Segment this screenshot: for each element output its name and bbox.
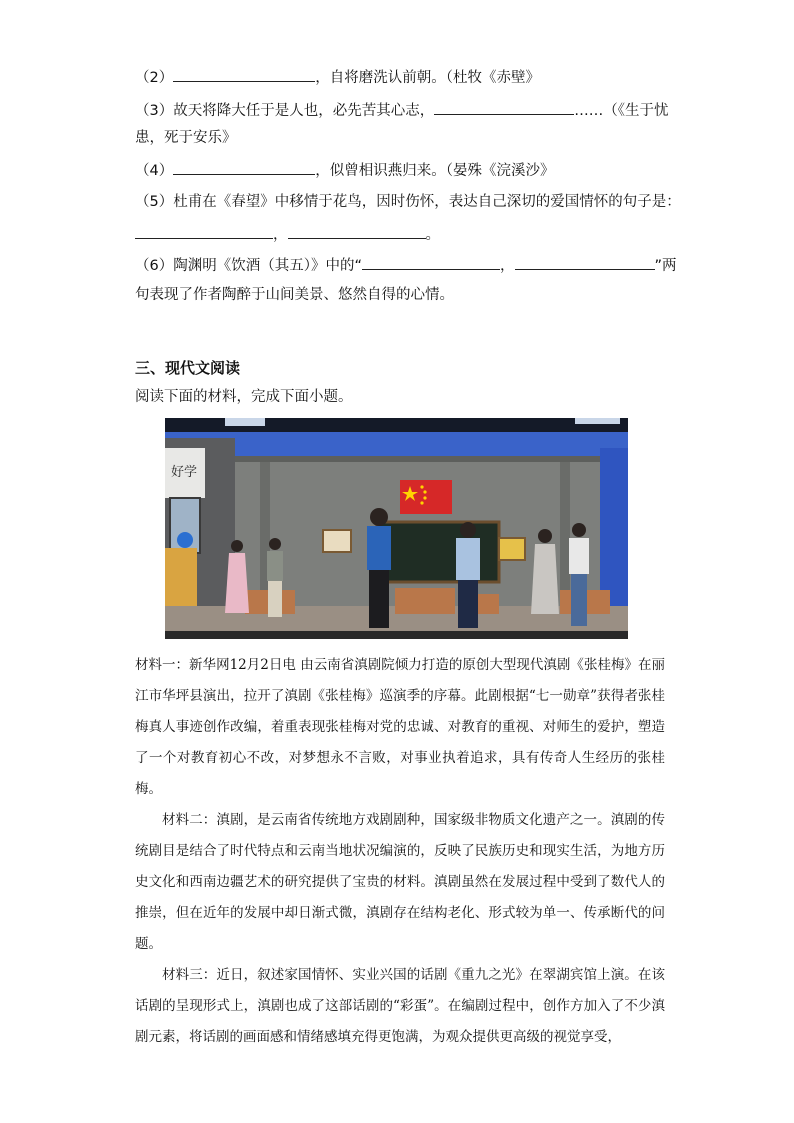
- question-6-cont: [135, 285, 454, 305]
- question-text: 杜甫在《春望》中移情于花鸟，因时伤怀，表达自己深切的爱国情怀的句子是：: [173, 194, 681, 210]
- question-3-cont: [135, 128, 237, 148]
- wall-sign-text: 好学: [171, 465, 198, 480]
- question-5-answers: [135, 223, 440, 245]
- question-6: [135, 254, 677, 276]
- question-text: 陶渊明《饮酒（其五）》中的“: [173, 258, 362, 274]
- answer-blank[interactable]: [135, 223, 273, 239]
- question-number: （4）: [135, 163, 174, 179]
- question-text: 。: [425, 227, 440, 243]
- question-4: [135, 159, 554, 181]
- material-1: 材料一：新华网12月2日电 由云南省滇剧院倾力打造的原创大型现代滇剧《张桂梅》在丽江市华坪县演出，拉开了滇剧《张桂梅》巡演季的序幕。此剧根据“七一勋章”获得者张桂梅真人事迹创作改编，着重表现张桂梅对党的忠诚、对教育的重视、对师生的爱护，塑造了一个对教育初心不改，对梦想永不言败，对事业执着追求，具有传奇人生经历的张桂梅。: [135, 657, 665, 797]
- answer-blank[interactable]: [173, 159, 315, 175]
- blackboard: [377, 522, 499, 582]
- material-2: 材料二：滇剧，是云南省传统地方戏剧剧种，国家级非物质文化遗产之一。滇剧的传统剧目是结合了时代特点和云南当地状况编演的，反映了民族历史和现实生活，为地方历史文化和西南边疆艺术的研究提供了宝贵的材料。滇剧虽然在发展过程中受到了数代人的推崇，但在近年的发展中却日渐式微，滇剧存在结构老化、形式较为单一、传承断代的问题。: [135, 812, 665, 952]
- answer-blank[interactable]: [288, 223, 426, 239]
- question-text: ，: [500, 258, 515, 274]
- question-number: （2）: [135, 70, 174, 86]
- section-instruction: 阅读下面的材料，完成下面小题。: [135, 389, 353, 405]
- question-number: （3）: [135, 103, 174, 119]
- question-text: ，似曾相识燕归来。（晏殊《浣溪沙》: [315, 163, 555, 179]
- question-text: 患，死于安乐》: [135, 130, 237, 146]
- question-number: （6）: [135, 258, 174, 274]
- question-text: ，自将磨洗认前朝。（杜牧《赤壁》: [315, 70, 540, 86]
- question-3: [135, 99, 668, 121]
- actor-figure: [569, 523, 589, 626]
- section-title: 三、现代文阅读: [135, 359, 241, 377]
- question-text: 故天将降大任于是人也，必先苦其心志，: [173, 103, 435, 119]
- answer-blank[interactable]: [515, 254, 655, 270]
- question-text: ……（《生于忧: [574, 103, 669, 119]
- answer-blank[interactable]: [434, 99, 574, 115]
- actor-figure: [367, 508, 391, 628]
- question-number: （5）: [135, 194, 174, 210]
- answer-blank[interactable]: [362, 254, 500, 270]
- national-flag-icon: [400, 480, 452, 514]
- material-3: 材料三：近日，叙述家国情怀、实业兴国的话剧《重九之光》在翠湖宾馆上演。在该话剧的呈现形式上，滇剧也成了这部话剧的“彩蛋”。在编剧过程中，创作方加入了不少滇剧元素，将话剧的画面感和情绪感填充得更饱满，为观众提供更高级的视觉享受，: [135, 967, 665, 1045]
- question-2: [135, 66, 540, 88]
- question-text: ”两: [654, 258, 677, 274]
- question-text: ，: [273, 227, 288, 243]
- question-text: 句表现了作者陶醉于山间美景、悠然自得的心情。: [135, 287, 454, 303]
- question-5: [135, 192, 681, 212]
- stage-photo: [165, 418, 628, 639]
- answer-blank[interactable]: [173, 66, 315, 82]
